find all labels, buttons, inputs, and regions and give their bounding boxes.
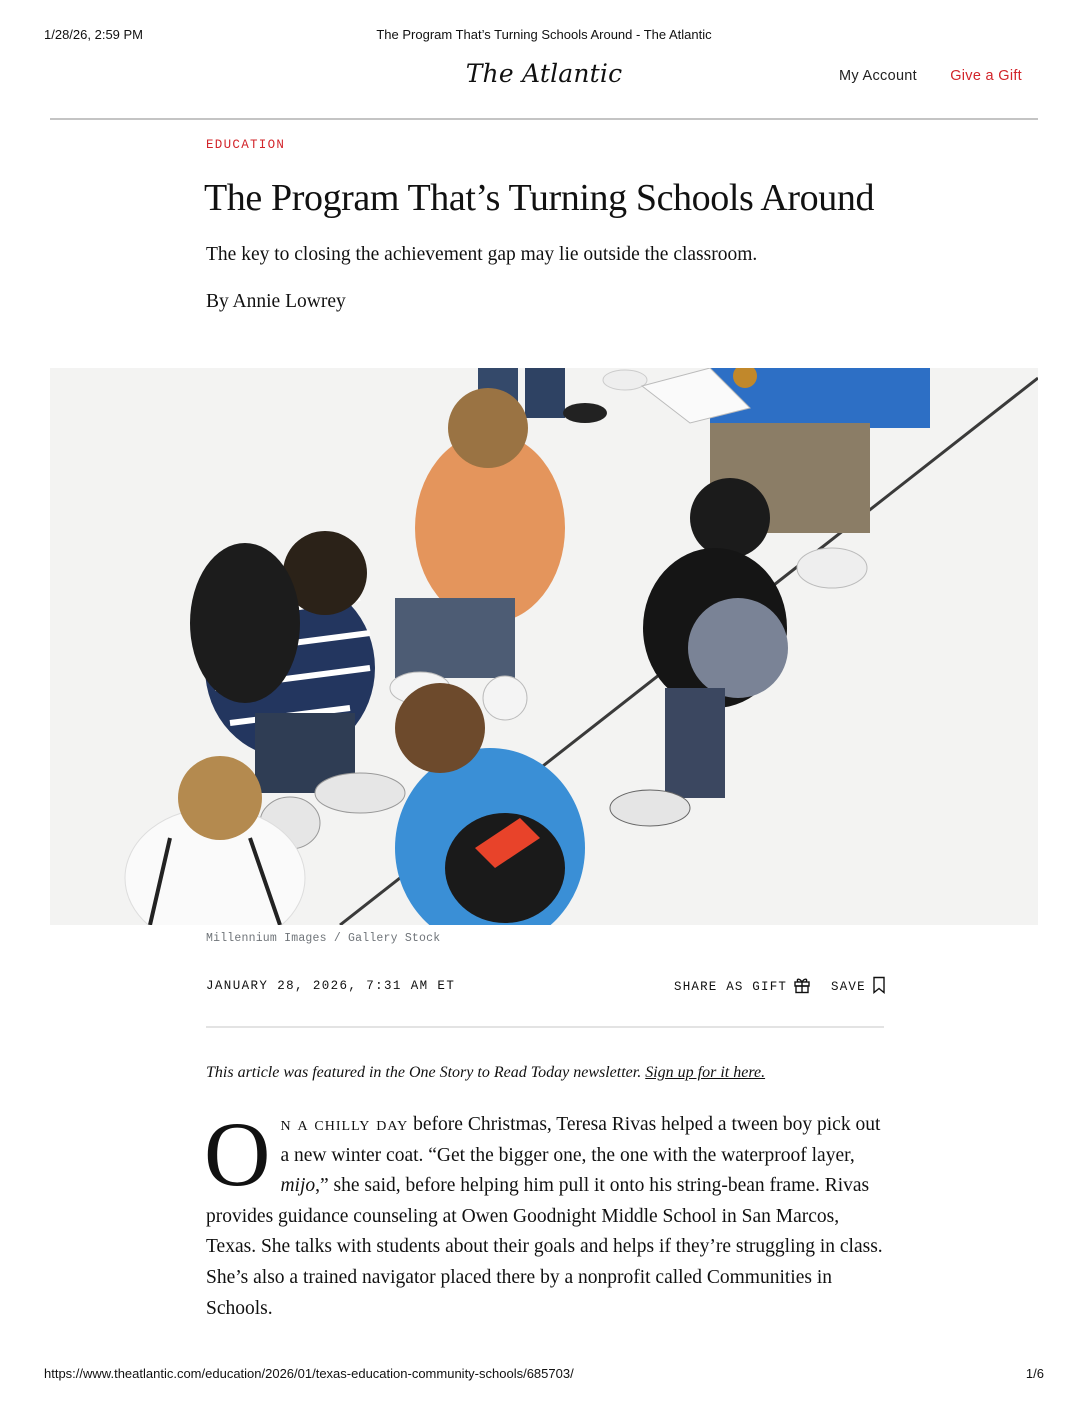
print-page-title: The Program That’s Turning Schools Around - The Atlantic (376, 27, 712, 42)
article-paragraph (204, 1103, 886, 1324)
bookmark-icon (872, 976, 886, 998)
hero-image (50, 368, 1038, 925)
section-label[interactable]: EDUCATION (206, 138, 286, 152)
paragraph-text-1: before Christmas, Teresa Rivas helped a tween boy pick out a new winter coat. “Get the bigger one, the one with the waterproof layer, (280, 1114, 881, 1166)
share-as-gift-button[interactable] (674, 976, 811, 998)
paragraph-text-2: ,” she said, before helping him pull it onto his string-bean frame. Rivas provides guidance counseling at Owen Goodnight Middle School in San Marcos, Texas. She talks with students about their goals and helps if they’re struggling in class. She’s also a trained navigator placed there by a nonprofit called Communities in Schools. (206, 1175, 883, 1319)
newsletter-signup-link[interactable]: Sign up for it here. (645, 1064, 766, 1081)
share-as-gift-label: SHARE AS GIFT (674, 980, 788, 994)
print-page-number: 1/6 (1025, 1366, 1044, 1381)
hero-illustration (50, 368, 1038, 925)
newsletter-text: This article was featured in the One Story to Read Today newsletter. (206, 1064, 642, 1081)
save-label: SAVE (831, 980, 866, 994)
save-button[interactable] (831, 976, 886, 998)
article-dek: The key to closing the achievement gap may lie outside the classroom. (206, 244, 758, 265)
masthead (50, 56, 1038, 120)
meta-divider (206, 1026, 884, 1028)
lead-in: n a chilly day (280, 1114, 409, 1135)
article-meta (206, 976, 884, 998)
print-url: https://www.theatlantic.com/education/2026/01/texas-education-community-schools/685703/ (44, 1366, 574, 1381)
article-headline: The Program That’s Turning Schools Around (204, 177, 875, 219)
give-a-gift-link[interactable]: Give a Gift (950, 68, 1022, 84)
drop-cap: O (204, 1103, 271, 1205)
newsletter-note (206, 1064, 886, 1082)
article-body (204, 1103, 886, 1324)
paragraph-italic: mijo (280, 1175, 316, 1197)
print-footer (0, 1366, 1088, 1384)
gift-icon (793, 976, 811, 998)
my-account-link[interactable]: My Account (839, 68, 917, 84)
article-byline[interactable]: By Annie Lowrey (206, 291, 346, 312)
image-credit: Millennium Images / Gallery Stock (206, 932, 441, 945)
print-header (0, 27, 1088, 45)
print-datetime: 1/28/26, 2:59 PM (44, 27, 144, 42)
site-logo[interactable]: The Atlantic (465, 59, 623, 88)
publish-date: JANUARY 28, 2026, 7:31 AM ET (206, 979, 456, 993)
